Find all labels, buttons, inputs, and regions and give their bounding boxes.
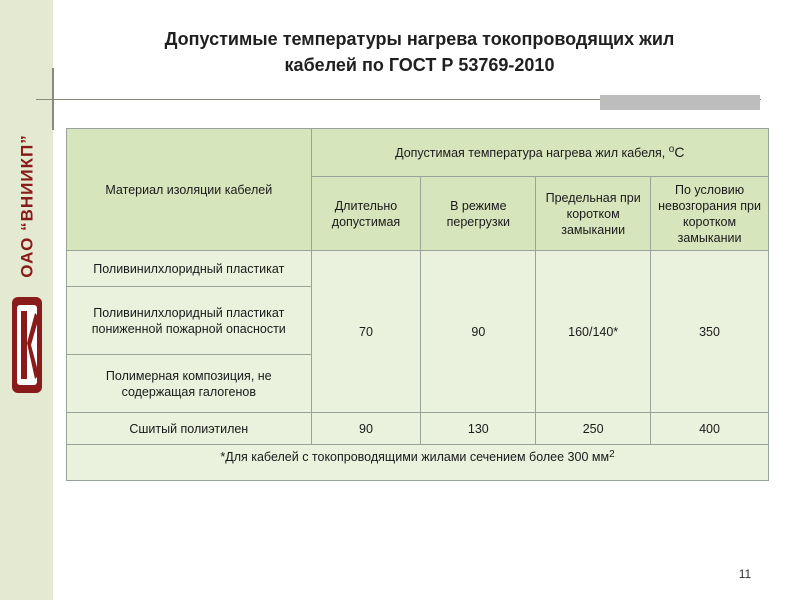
header-non-ignition: По условию невозгорания при коротком замыкании bbox=[651, 177, 769, 251]
table-row bbox=[67, 413, 769, 445]
degree-superscript: o bbox=[668, 144, 675, 155]
material-cell: Сшитый полиэтилен bbox=[67, 413, 312, 445]
header-continuous: Длительно допустимая bbox=[311, 177, 421, 251]
material-cell: Поливинилхлоридный пластикат пониженной пожарной опасности bbox=[67, 287, 312, 355]
footnote-superscript: 2 bbox=[609, 449, 615, 460]
header-temperature-group bbox=[311, 129, 768, 177]
value-cell: 70 bbox=[311, 251, 421, 413]
page-number: 11 bbox=[738, 567, 752, 581]
header-unit: С bbox=[674, 144, 685, 160]
organization-label bbox=[8, 128, 48, 283]
table-row bbox=[67, 251, 769, 287]
organization-name: ОАО “ВНИИКП” bbox=[18, 133, 38, 278]
company-logo-icon bbox=[9, 295, 45, 395]
footnote-text: *Для кабелей с токопроводящими жилами сечением более 300 мм bbox=[220, 450, 610, 464]
header-overload: В режиме перегрузки bbox=[421, 177, 536, 251]
value-cell: 250 bbox=[536, 413, 651, 445]
header-short-circuit: Предельная при коротком замыкании bbox=[536, 177, 651, 251]
value-cell: 90 bbox=[311, 413, 421, 445]
value-cell: 90 bbox=[421, 251, 536, 413]
value-cell: 350 bbox=[651, 251, 769, 413]
slide-title bbox=[62, 26, 777, 78]
decorative-bar bbox=[600, 95, 760, 110]
title-line-1: Допустимые температуры нагрева токопроводящих жил bbox=[164, 29, 675, 49]
footnote-cell bbox=[67, 445, 769, 481]
material-cell: Полимерная композиция, не содержащая галогенов bbox=[67, 355, 312, 413]
material-cell: Поливинилхлоридный пластикат bbox=[67, 251, 312, 287]
header-temperature-text: Допустимая температура нагрева жил кабеля, bbox=[395, 146, 669, 160]
temperature-table bbox=[66, 128, 769, 481]
title-line-2: кабелей по ГОСТ Р 53769-2010 bbox=[284, 55, 555, 75]
footnote-row bbox=[67, 445, 769, 481]
value-cell: 160/140* bbox=[536, 251, 651, 413]
header-material: Материал изоляции кабелей bbox=[67, 129, 312, 251]
value-cell: 400 bbox=[651, 413, 769, 445]
value-cell: 130 bbox=[421, 413, 536, 445]
